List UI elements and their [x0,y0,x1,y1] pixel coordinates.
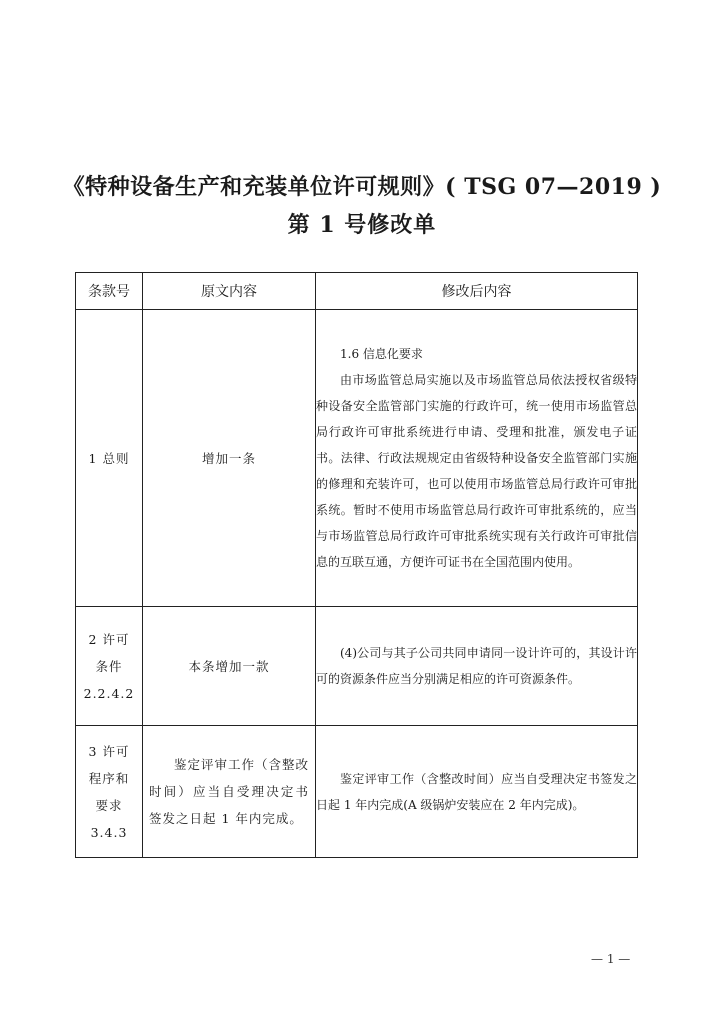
clause-text: 程序和 [88,770,130,786]
revised-body: 鉴定评审工作（含整改时间）应当自受理决定书签发之日起 1 年内完成(A 级锅炉安装应在 2 年内完成)。 [316,771,637,812]
clause-text: 3.4.3 [90,824,128,840]
amendment-table [75,272,638,858]
clause-text: 2 许可 [88,631,130,647]
table-header-row [76,273,638,310]
document-title: 《特种设备生产和充装单位许可规则》( TSG 07—2019 ) [62,174,662,200]
table-row [76,607,638,726]
table-row [76,726,638,858]
revised-cell [316,726,638,858]
revised-heading: 1.6 信息化要求 [340,347,423,361]
header-original: 原文内容 [143,273,316,310]
revised-body: 由市场监管总局实施以及市场监管总局依法授权省级特种设备安全监管部门实施的行政许可，统一使用市场监管总局行政许可审批系统进行申请、受理和批准，颁发电子证书。法律、行政法规规定由省级特种设备安全监管部门实施的修理和充装许可，也可以使用市场监管总局行政许可审批系统。暂时不使用市场监管总局行政许可审批系统的，应当与市场监管总局行政许可审批系统实现有关行政许可审批信息的互联互通，方便许可证书在全国范围内使用。 [316,373,637,569]
original-cell: 增加一条 [143,310,316,607]
revised-body: (4)公司与其子公司共同申请同一设计许可的，其设计许可的资源条件应当分别满足相应的许可资源条件。 [316,646,637,686]
clause-text: 1 总则 [88,450,130,466]
document-subtitle: 第 1 号修改单 [287,212,437,238]
original-cell: 鉴定评审工作（含整改时间）应当自受理决定书签发之日起 1 年内完成。 [143,726,316,858]
revised-cell [316,607,638,726]
clause-text: 条件 [95,658,123,674]
page-number: — 1 — [591,952,631,966]
header-revised: 修改后内容 [316,273,638,310]
clause-text: 3 许可 [88,743,130,759]
header-clause: 条款号 [76,273,143,310]
clause-cell [76,607,143,726]
clause-text: 2.2.4.2 [83,685,135,701]
table-row [76,310,638,607]
clause-cell [76,726,143,858]
clause-text: 要求 [95,797,123,813]
clause-cell [76,310,143,607]
revised-cell [316,310,638,607]
original-cell: 本条增加一款 [143,607,316,726]
